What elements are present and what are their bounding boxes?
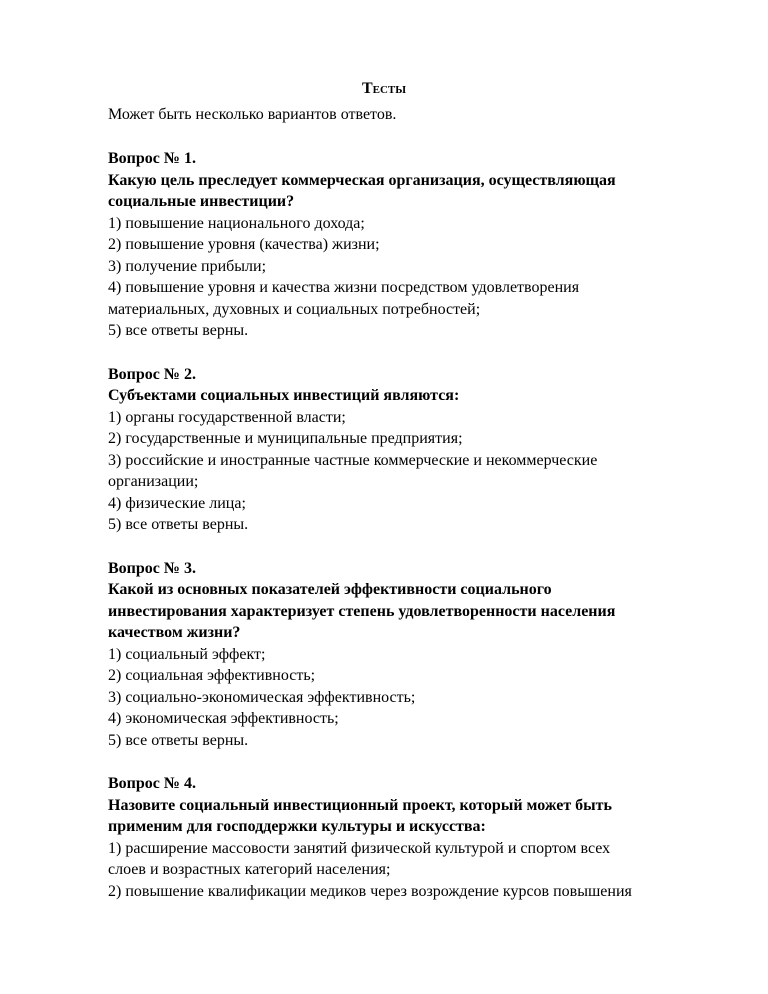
- question-text-line: социальные инвестиции?: [108, 193, 295, 210]
- answer-line: 5) все ответы верны.: [108, 731, 249, 749]
- answer-line: 3) социально-экономическая эффективность;: [108, 688, 416, 706]
- question-text-line: применим для господдержки культуры и искусства:: [108, 818, 486, 835]
- answer-line: 1) органы государственной власти;: [108, 408, 346, 426]
- question-text-line: Какую цель преследует коммерческая организация, осуществляющая: [108, 171, 616, 189]
- answer-line: 2) повышение квалификации медиков через возрождение курсов повышения: [108, 882, 632, 900]
- answer-line: организации;: [108, 473, 199, 490]
- answer-line: 4) повышение уровня и качества жизни посредством удовлетворения: [108, 279, 580, 296]
- questions-list: [108, 148, 708, 924]
- question-text-line: качеством жизни?: [108, 624, 241, 641]
- question-label: Вопрос № 3.: [108, 559, 196, 577]
- question-label: Вопрос № 4.: [108, 775, 196, 792]
- question-text-line: инвестирования характеризует степень удовлетворенности населения: [108, 602, 616, 620]
- answer-line: 4) физические лица;: [108, 494, 246, 512]
- answer-line: 2) повышение уровня (качества) жизни;: [108, 236, 380, 253]
- question-text-line: Субъектами социальных инвестиций являются:: [108, 387, 460, 404]
- answer-line: 3) российские и иностранные частные коммерческие и некоммерческие: [108, 451, 598, 469]
- answer-line: 2) государственные и муниципальные предприятия;: [108, 430, 463, 447]
- question-1: [108, 148, 708, 342]
- question-label: Вопрос № 2.: [108, 365, 196, 383]
- answer-line: 1) повышение национального дохода;: [108, 214, 365, 232]
- answer-line: 1) расширение массовости занятий физической культурой и спортом всех: [108, 839, 611, 857]
- answer-line: 4) экономическая эффективность;: [108, 710, 339, 727]
- answer-line: 5) все ответы верны.: [108, 322, 249, 339]
- question-text-line: Назовите социальный инвестиционный проект, который может быть: [108, 796, 612, 814]
- answer-line: 5) все ответы верны.: [108, 516, 249, 533]
- document-title: Тесты: [361, 80, 407, 97]
- answer-line: 2) социальная эффективность;: [108, 667, 316, 684]
- answer-line: материальных, духовных и социальных потребностей;: [108, 300, 481, 318]
- question-label: Вопрос № 1.: [108, 150, 196, 167]
- answer-line: 1) социальный эффект;: [108, 645, 266, 663]
- answer-line: 3) получение прибыли;: [108, 257, 267, 275]
- question-2: [108, 364, 708, 536]
- question-3: [108, 558, 708, 752]
- question-text-line: Какой из основных показателей эффективности социального: [108, 581, 552, 598]
- question-4: [108, 773, 708, 902]
- answer-line: слоев и возрастных категорий населения;: [108, 861, 391, 878]
- instruction-text: Может быть несколько вариантов ответов.: [108, 106, 397, 123]
